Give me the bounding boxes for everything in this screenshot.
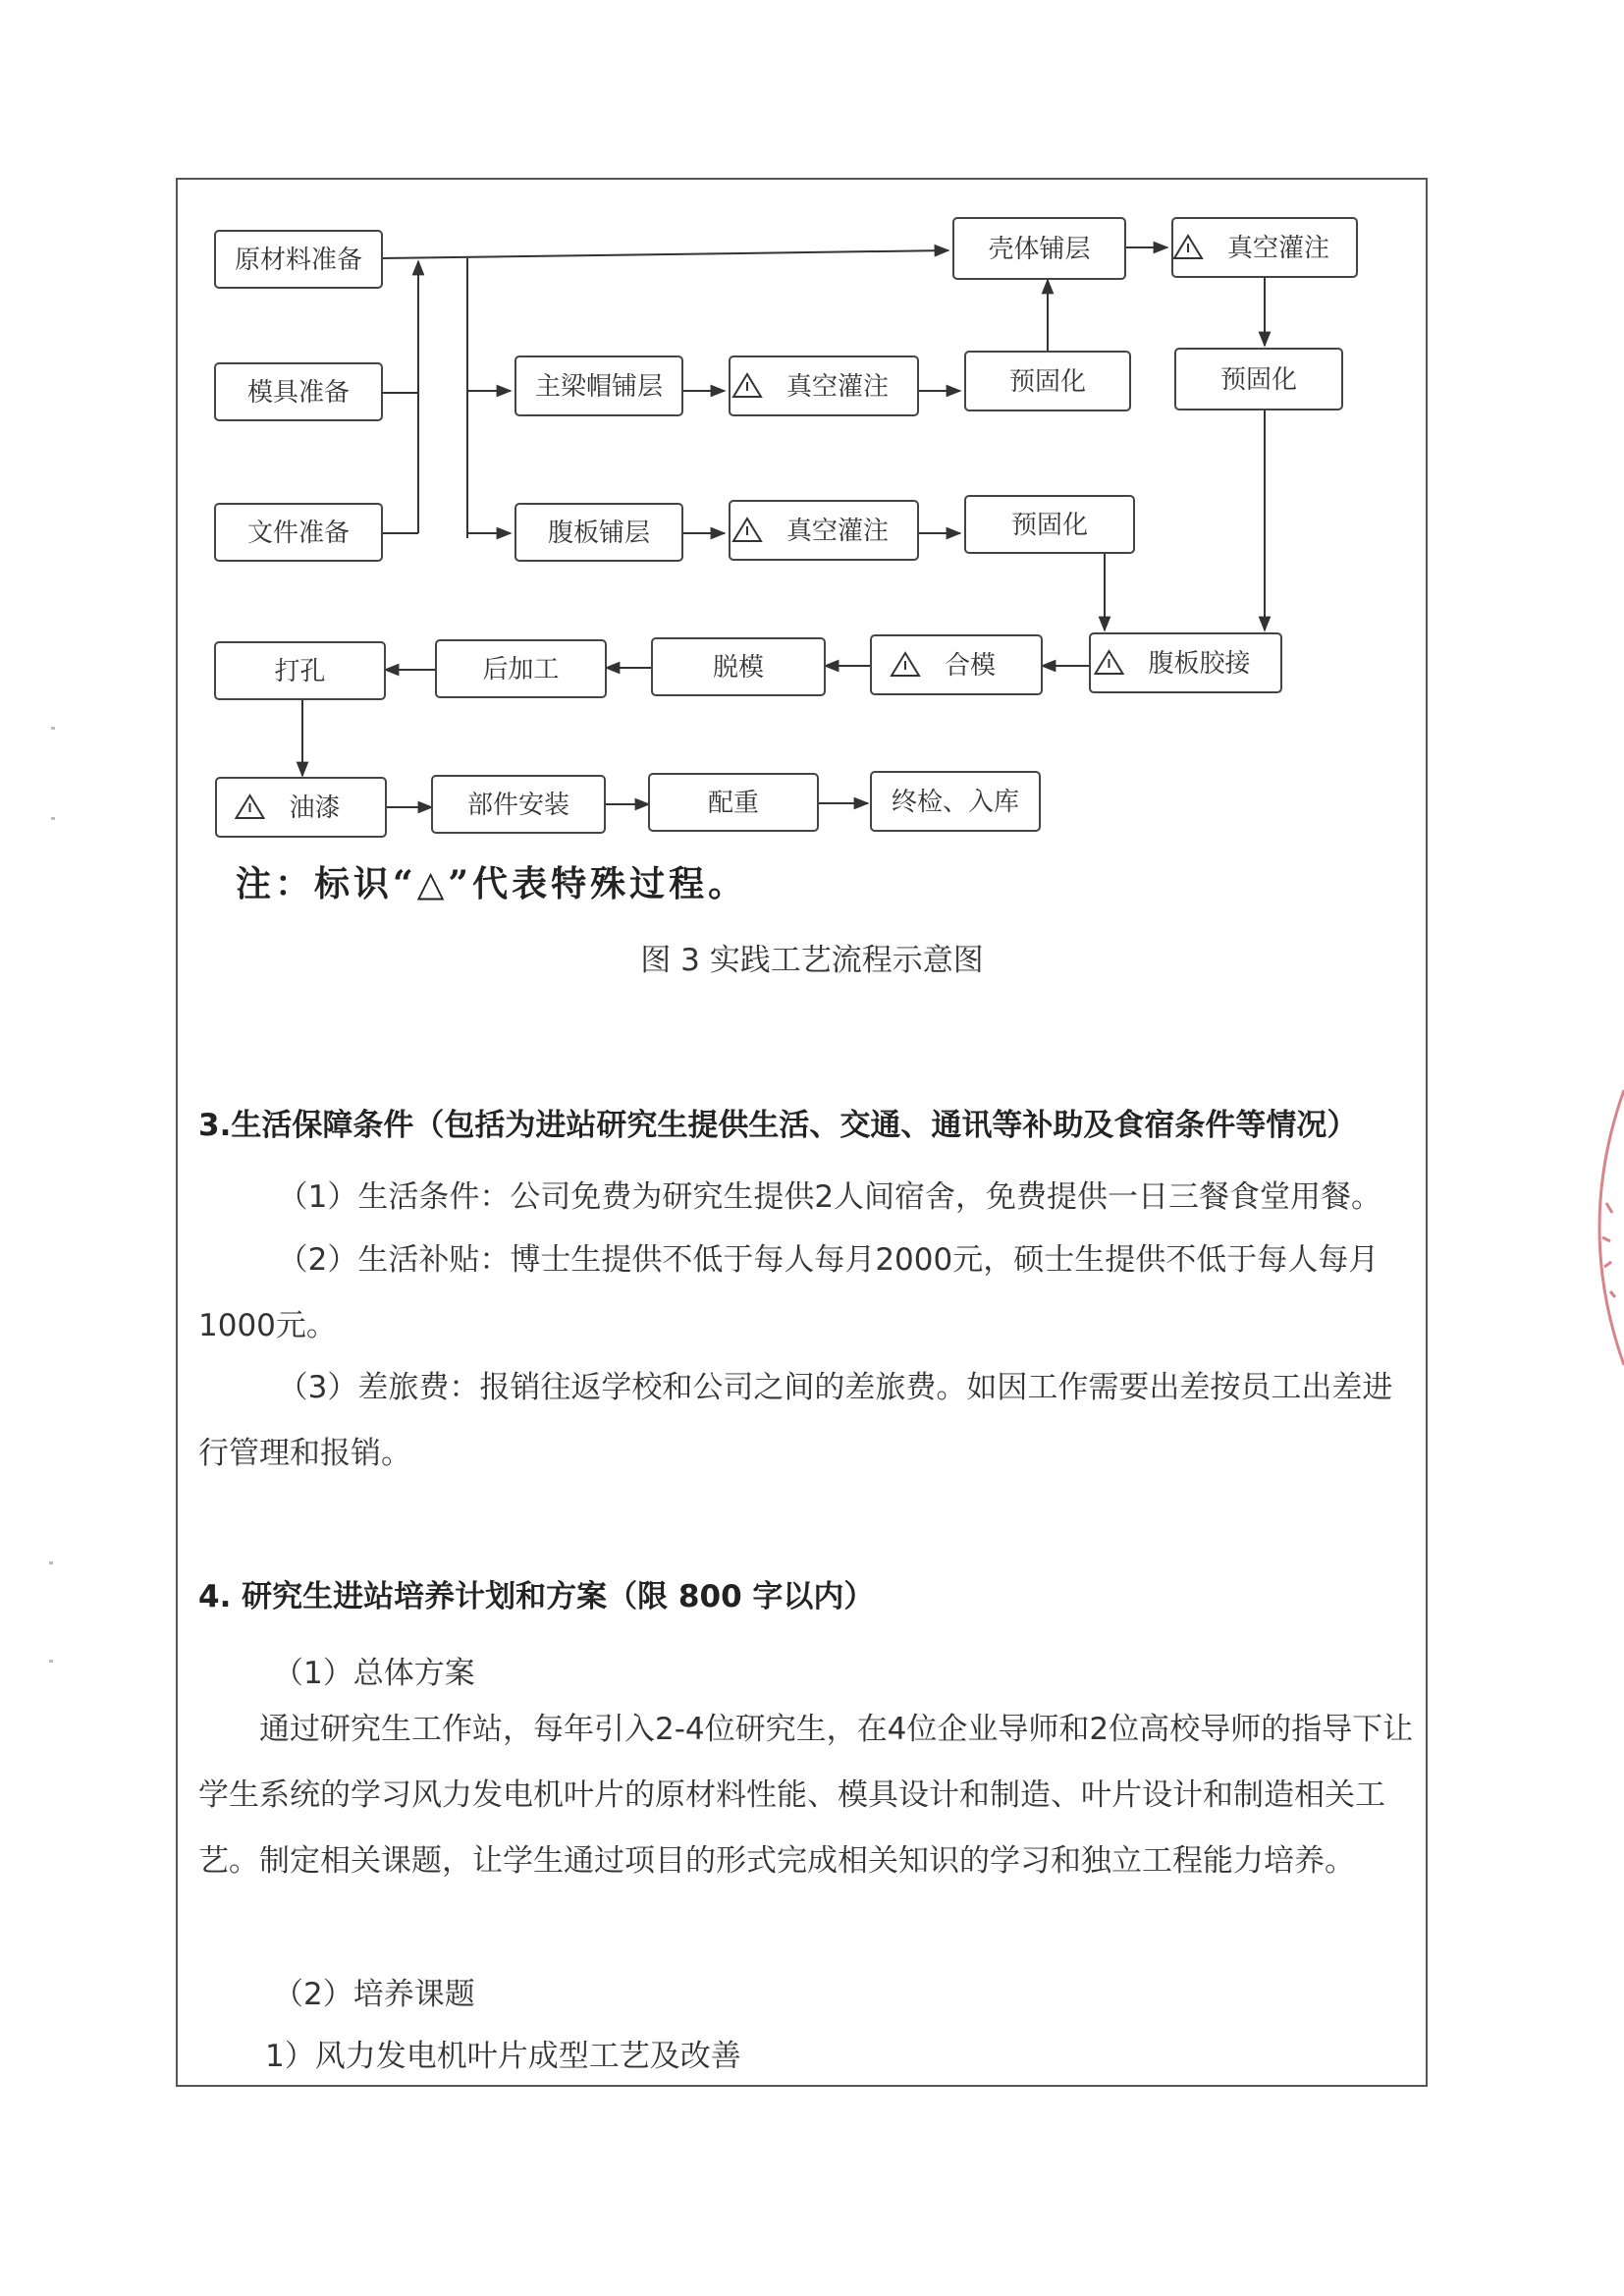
flow-step-doc (215, 504, 382, 561)
flow-step-demold (652, 638, 825, 695)
flow-step-label: 真空灌注 (1226, 234, 1330, 263)
flow-step-shell (953, 218, 1125, 279)
flow-step-post (436, 640, 606, 697)
flow-step-mold (215, 363, 382, 420)
flow-step-assembly (432, 776, 605, 833)
flow-step-web-pre (965, 496, 1134, 553)
flow-step-label: 模具准备 (246, 378, 351, 408)
figure-caption: 图 3 实践工艺流程示意图 (640, 943, 984, 978)
flow-step-label: 真空灌注 (785, 517, 890, 546)
section4-heading: 4. 研究生进站培养计划和方案（限 800 字以内） (198, 1579, 875, 1614)
section3-paragraph-2: （2）生活补贴：博士生提供不低于每人每月2000元，硕士生提供不低于每人每月1000元。 (198, 1242, 1380, 1343)
section4-subheading-topics: （2）培养课题 (273, 1977, 475, 2012)
flow-step-label: 脱模 (712, 653, 765, 683)
flow-step-raw (215, 231, 382, 288)
flow-step-shell-vac (1172, 218, 1357, 277)
scan-speck (49, 1660, 53, 1663)
section3-paragraph-1: （1）生活条件：公司免费为研究生提供2人间宿舍，免费提供一日三餐食堂用餐。 (277, 1179, 1382, 1215)
flow-step-paint (216, 778, 386, 837)
flow-step-label: 终检、入库 (891, 788, 1020, 817)
flow-step-spar-vac (730, 356, 918, 415)
section4-subheading-plan: （1）总体方案 (273, 1656, 475, 1691)
flow-step-spar-pre (965, 352, 1130, 410)
process-flowchart (0, 0, 1624, 884)
flow-step-shell-pre (1175, 349, 1342, 410)
flow-step-label: 文件准备 (246, 519, 351, 548)
scan-speck (49, 1561, 53, 1564)
section3-paragraph-3: （3）差旅费：报销往返学校和公司之间的差旅费。如因工作需要出差按员工出差进行管理和报销。 (198, 1370, 1393, 1471)
flow-step-close (871, 635, 1042, 694)
scan-speck (51, 727, 55, 730)
flow-step-web-bond (1090, 633, 1281, 692)
flow-step-label: 合模 (944, 651, 997, 681)
flow-step-drill (215, 642, 385, 699)
flow-step-weight (649, 774, 818, 831)
flow-step-web (515, 504, 682, 561)
flow-step-label: 真空灌注 (785, 372, 890, 402)
scan-speck (51, 817, 55, 820)
flow-step-label: 预固化 (1008, 367, 1087, 397)
section4-topic-item-1: 1）风力发电机叶片成型工艺及改善 (265, 2039, 741, 2074)
flow-step-label: 主梁帽铺层 (534, 372, 664, 402)
flow-step-label: 预固化 (1010, 511, 1089, 540)
flow-step-label: 配重 (707, 789, 760, 818)
flow-step-spar (515, 356, 682, 415)
flow-step-label: 腹板铺层 (547, 519, 651, 548)
flow-step-label: 油漆 (289, 793, 341, 823)
flow-step-label: 壳体铺层 (988, 235, 1091, 264)
flow-step-label: 预固化 (1219, 365, 1298, 395)
flow-step-label: 原材料准备 (234, 246, 363, 275)
red-seal-stamp (1567, 1080, 1624, 1375)
section4-paragraph-1: 通过研究生工作站，每年引入2-4位研究生，在4位企业导师和2位高校导师的指导下让学生系统的学习风力发电机叶片的原材料性能、模具设计和制造、叶片设计和制造相关工艺。制定相关课题，让学生通过项目的形式完成相关知识的学习和独立工程能力培养。 (198, 1712, 1414, 1879)
section3-heading: 3.生活保障条件（包括为进站研究生提供生活、交通、通讯等补助及食宿条件等情况） (198, 1108, 1358, 1143)
flow-step-label: 打孔 (274, 657, 326, 686)
flow-step-web-vac (730, 501, 918, 560)
flow-step-label: 腹板胶接 (1148, 649, 1251, 679)
flow-step-label: 后加工 (482, 655, 560, 684)
flow-boxes (215, 218, 1357, 837)
flowchart-note: 注：标识“△”代表特殊过程。 (236, 863, 748, 904)
flow-step-label: 部件安装 (466, 791, 570, 820)
flow-step-final (871, 772, 1040, 831)
